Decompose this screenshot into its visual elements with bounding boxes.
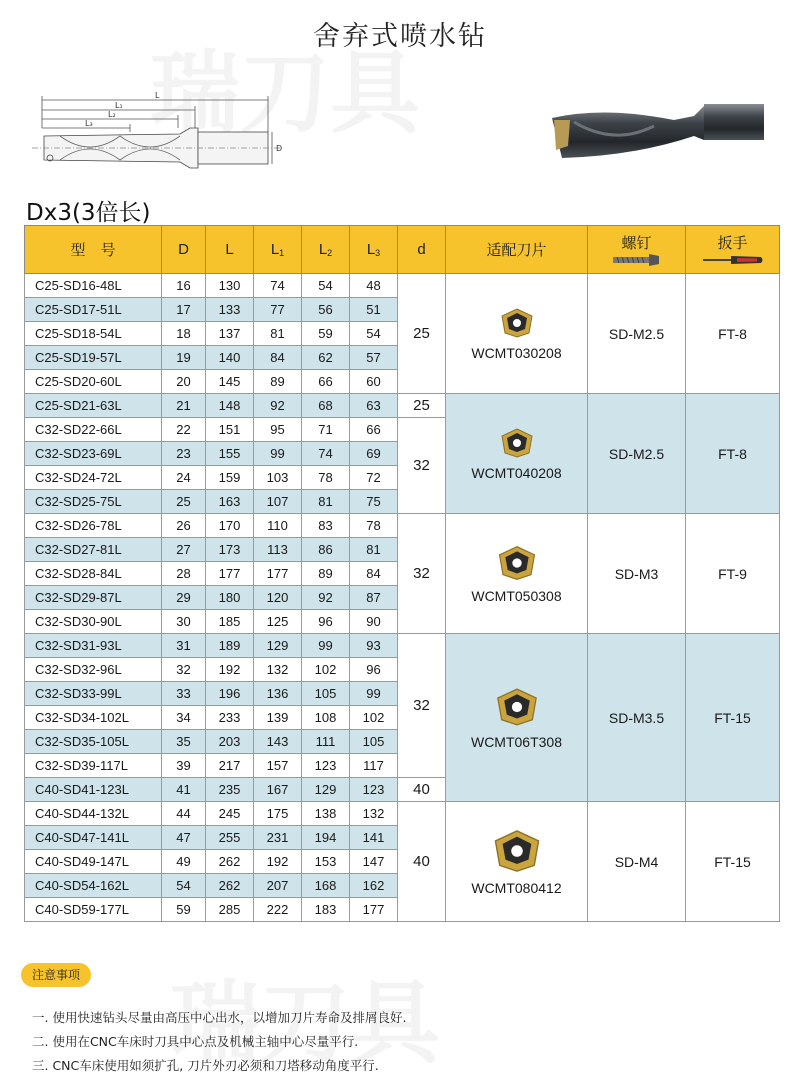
table-row: [25, 634, 780, 658]
col-L2: [302, 226, 350, 274]
cell-L: 148: [206, 394, 254, 418]
cell-L3: 90: [350, 610, 398, 634]
cell-L: 262: [206, 874, 254, 898]
cell-model: C25-SD16-48L: [25, 274, 162, 298]
cell-L2: 153: [302, 850, 350, 874]
cell-D: 59: [162, 898, 206, 922]
cell-model: C40-SD49-147L: [25, 850, 162, 874]
cell-L1: 177: [254, 562, 302, 586]
notes-badge: 注意事项: [21, 963, 91, 987]
cell-L1: 167: [254, 778, 302, 802]
cell-D: 27: [162, 538, 206, 562]
col-model: [25, 226, 162, 274]
col-wrench: [686, 226, 780, 274]
cell-L2: 71: [302, 418, 350, 442]
cell-D: 34: [162, 706, 206, 730]
cell-D: 24: [162, 466, 206, 490]
cell-L2: 74: [302, 442, 350, 466]
cell-L: 177: [206, 562, 254, 586]
cell-L3: 51: [350, 298, 398, 322]
cell-L2: 105: [302, 682, 350, 706]
cell-L: 255: [206, 826, 254, 850]
cell-L3: 96: [350, 658, 398, 682]
cell-D: 25: [162, 490, 206, 514]
cell-L3: 117: [350, 754, 398, 778]
note-item: 三. CNC车床使用如须扩孔, 刀片外刃必须和刀塔移动角度平行.: [32, 1058, 379, 1073]
cell-L1: 129: [254, 634, 302, 658]
cell-wrench: FT-9: [686, 514, 780, 634]
cell-L: 130: [206, 274, 254, 298]
cell-L1: 157: [254, 754, 302, 778]
cell-d: 25: [398, 274, 446, 394]
cell-L: 233: [206, 706, 254, 730]
label-D: D: [276, 144, 283, 153]
cell-L3: 93: [350, 634, 398, 658]
cell-wrench: FT-15: [686, 802, 780, 922]
insert-icon: [499, 427, 535, 459]
drill-product-photo: [544, 96, 768, 188]
cell-L1: 95: [254, 418, 302, 442]
insert-name: WCMT050308: [471, 587, 562, 604]
cell-model: C32-SD31-93L: [25, 634, 162, 658]
cell-L1: 110: [254, 514, 302, 538]
cell-L: 145: [206, 370, 254, 394]
cell-insert: [446, 634, 588, 802]
col-L3-sub: 3: [375, 248, 381, 258]
table-row: [25, 394, 780, 418]
cell-D: 54: [162, 874, 206, 898]
cell-L3: 75: [350, 490, 398, 514]
spec-table: [24, 225, 780, 922]
cell-L2: 102: [302, 658, 350, 682]
cell-model: C32-SD32-96L: [25, 658, 162, 682]
cell-insert: [446, 394, 588, 514]
cell-model: C32-SD23-69L: [25, 442, 162, 466]
cell-D: 33: [162, 682, 206, 706]
cell-D: 18: [162, 322, 206, 346]
cell-L: 133: [206, 298, 254, 322]
col-L3-label: L: [366, 241, 376, 258]
section-subtitle: Dx3(3倍长): [26, 200, 151, 226]
cell-model: C32-SD28-84L: [25, 562, 162, 586]
col-d: d: [398, 226, 446, 274]
cell-L1: 231: [254, 826, 302, 850]
cell-D: 20: [162, 370, 206, 394]
cell-L2: 59: [302, 322, 350, 346]
label-L3: L₃: [85, 119, 93, 128]
cell-model: C32-SD24-72L: [25, 466, 162, 490]
cell-L3: 99: [350, 682, 398, 706]
cell-D: 21: [162, 394, 206, 418]
cell-L1: 89: [254, 370, 302, 394]
note-item: 一. 使用快速钻头尽量由高压中心出水，以增加刀片寿命及排屑良好.: [32, 1010, 407, 1025]
cell-L: 155: [206, 442, 254, 466]
cell-L: 217: [206, 754, 254, 778]
drill-dimension-diagram: [30, 88, 292, 188]
cell-L: 159: [206, 466, 254, 490]
cell-L1: 103: [254, 466, 302, 490]
cell-L2: 83: [302, 514, 350, 538]
cell-L1: 125: [254, 610, 302, 634]
table-row: [25, 514, 780, 538]
cell-L2: 86: [302, 538, 350, 562]
insert-name: WCMT080412: [471, 879, 562, 896]
cell-D: 19: [162, 346, 206, 370]
cell-insert: [446, 274, 588, 394]
cell-L1: 113: [254, 538, 302, 562]
page-title: 舍弃式喷水钻: [313, 21, 487, 52]
cell-L2: 81: [302, 490, 350, 514]
cell-D: 39: [162, 754, 206, 778]
cell-L: 196: [206, 682, 254, 706]
cell-model: C40-SD54-162L: [25, 874, 162, 898]
cell-L: 235: [206, 778, 254, 802]
cell-L3: 132: [350, 802, 398, 826]
cell-d: 40: [398, 802, 446, 922]
cell-L: 151: [206, 418, 254, 442]
cell-L3: 84: [350, 562, 398, 586]
cell-L1: 222: [254, 898, 302, 922]
col-wrench-label: 扳手: [717, 235, 748, 252]
cell-model: C40-SD44-132L: [25, 802, 162, 826]
col-L1-sub: 1: [279, 248, 285, 258]
cell-D: 35: [162, 730, 206, 754]
cell-D: 28: [162, 562, 206, 586]
insert-name: WCMT040208: [471, 464, 562, 481]
cell-D: 17: [162, 298, 206, 322]
cell-D: 47: [162, 826, 206, 850]
note-item: 二. 使用在CNC车床时刀具中心点及机械主轴中心尽量平行.: [32, 1034, 359, 1049]
cell-model: C25-SD20-60L: [25, 370, 162, 394]
cell-L1: 207: [254, 874, 302, 898]
cell-L: 137: [206, 322, 254, 346]
cell-L2: 66: [302, 370, 350, 394]
cell-L: 185: [206, 610, 254, 634]
cell-L2: 129: [302, 778, 350, 802]
cell-L2: 168: [302, 874, 350, 898]
col-D: D: [162, 226, 206, 274]
cell-L: 173: [206, 538, 254, 562]
insert-icon: [499, 307, 535, 339]
cell-model: C32-SD26-78L: [25, 514, 162, 538]
col-screw: [588, 226, 686, 274]
cell-model: C32-SD35-105L: [25, 730, 162, 754]
col-L2-sub: 2: [327, 248, 333, 258]
cell-insert: [446, 802, 588, 922]
col-L: L: [206, 226, 254, 274]
cell-model: C32-SD30-90L: [25, 610, 162, 634]
cell-model: C40-SD41-123L: [25, 778, 162, 802]
cell-L3: 102: [350, 706, 398, 730]
cell-L2: 99: [302, 634, 350, 658]
cell-L2: 123: [302, 754, 350, 778]
cell-L3: 66: [350, 418, 398, 442]
cell-L3: 177: [350, 898, 398, 922]
cell-L2: 89: [302, 562, 350, 586]
cell-L: 189: [206, 634, 254, 658]
cell-L2: 54: [302, 274, 350, 298]
cell-d: 32: [398, 634, 446, 778]
cell-L2: 56: [302, 298, 350, 322]
cell-L3: 141: [350, 826, 398, 850]
cell-D: 30: [162, 610, 206, 634]
cell-L1: 139: [254, 706, 302, 730]
cell-screw: SD-M3.5: [588, 634, 686, 802]
cell-model: C32-SD34-102L: [25, 706, 162, 730]
cell-L3: 69: [350, 442, 398, 466]
cell-L3: 147: [350, 850, 398, 874]
label-L2: L₂: [108, 110, 116, 119]
cell-L1: 192: [254, 850, 302, 874]
cell-L: 163: [206, 490, 254, 514]
cell-L: 203: [206, 730, 254, 754]
label-L1: L₁: [115, 101, 123, 110]
cell-model: C40-SD47-141L: [25, 826, 162, 850]
cell-L2: 108: [302, 706, 350, 730]
cell-model: C32-SD39-117L: [25, 754, 162, 778]
insert-icon: [494, 686, 540, 728]
cell-L1: 143: [254, 730, 302, 754]
cell-model: C32-SD22-66L: [25, 418, 162, 442]
screw-icon: [611, 253, 663, 267]
col-model-label: 型 号: [70, 242, 116, 259]
cell-insert: [446, 514, 588, 634]
cell-screw: SD-M3: [588, 514, 686, 634]
cell-L3: 123: [350, 778, 398, 802]
label-L: L: [155, 91, 160, 100]
cell-D: 26: [162, 514, 206, 538]
cell-L3: 105: [350, 730, 398, 754]
cell-model: C25-SD19-57L: [25, 346, 162, 370]
cell-D: 22: [162, 418, 206, 442]
cell-L3: 87: [350, 586, 398, 610]
cell-L2: 183: [302, 898, 350, 922]
col-screw-label: 螺钉: [621, 235, 652, 252]
cell-screw: SD-M2.5: [588, 394, 686, 514]
cell-L1: 99: [254, 442, 302, 466]
cell-D: 16: [162, 274, 206, 298]
cell-L: 262: [206, 850, 254, 874]
cell-L3: 63: [350, 394, 398, 418]
cell-L1: 92: [254, 394, 302, 418]
cell-L2: 194: [302, 826, 350, 850]
cell-d: 40: [398, 778, 446, 802]
table-row: [25, 274, 780, 298]
cell-L2: 111: [302, 730, 350, 754]
cell-model: C32-SD25-75L: [25, 490, 162, 514]
cell-model: C25-SD18-54L: [25, 322, 162, 346]
cell-wrench: FT-15: [686, 634, 780, 802]
cell-model: C32-SD29-87L: [25, 586, 162, 610]
cell-L3: 162: [350, 874, 398, 898]
cell-screw: SD-M2.5: [588, 274, 686, 394]
cell-L2: 92: [302, 586, 350, 610]
cell-L1: 136: [254, 682, 302, 706]
cell-L: 285: [206, 898, 254, 922]
insert-name: WCMT030208: [471, 344, 562, 361]
cell-model: C25-SD21-63L: [25, 394, 162, 418]
cell-L: 170: [206, 514, 254, 538]
cell-model: C32-SD33-99L: [25, 682, 162, 706]
cell-L1: 175: [254, 802, 302, 826]
cell-wrench: FT-8: [686, 394, 780, 514]
insert-name: WCMT06T308: [470, 733, 563, 750]
cell-L3: 81: [350, 538, 398, 562]
cell-model: C32-SD27-81L: [25, 538, 162, 562]
cell-D: 29: [162, 586, 206, 610]
cell-wrench: FT-8: [686, 274, 780, 394]
cell-L1: 77: [254, 298, 302, 322]
cell-L: 245: [206, 802, 254, 826]
cell-D: 23: [162, 442, 206, 466]
cell-L: 140: [206, 346, 254, 370]
col-L3: [350, 226, 398, 274]
cell-d: 32: [398, 514, 446, 634]
cell-model: C40-SD59-177L: [25, 898, 162, 922]
cell-d: 32: [398, 418, 446, 514]
cell-L1: 84: [254, 346, 302, 370]
insert-icon: [496, 544, 538, 582]
insert-icon: [491, 828, 543, 874]
cell-L3: 72: [350, 466, 398, 490]
table-row: [25, 802, 780, 826]
cell-D: 41: [162, 778, 206, 802]
cell-L2: 68: [302, 394, 350, 418]
cell-L2: 138: [302, 802, 350, 826]
cell-L3: 54: [350, 322, 398, 346]
cell-L1: 132: [254, 658, 302, 682]
cell-L3: 48: [350, 274, 398, 298]
cell-L3: 60: [350, 370, 398, 394]
cell-L1: 74: [254, 274, 302, 298]
wrench-icon: [701, 253, 765, 267]
col-L1-label: L: [270, 241, 280, 258]
cell-D: 31: [162, 634, 206, 658]
cell-L2: 96: [302, 610, 350, 634]
cell-L1: 107: [254, 490, 302, 514]
cell-screw: SD-M4: [588, 802, 686, 922]
col-L2-label: L: [318, 241, 328, 258]
cell-D: 49: [162, 850, 206, 874]
cell-L1: 81: [254, 322, 302, 346]
col-insert: 适配刀片: [446, 226, 588, 274]
cell-L: 180: [206, 586, 254, 610]
cell-L3: 78: [350, 514, 398, 538]
cell-L1: 120: [254, 586, 302, 610]
cell-d: 25: [398, 394, 446, 418]
cell-D: 32: [162, 658, 206, 682]
cell-L2: 78: [302, 466, 350, 490]
col-L1: [254, 226, 302, 274]
cell-L3: 57: [350, 346, 398, 370]
cell-model: C25-SD17-51L: [25, 298, 162, 322]
cell-L: 192: [206, 658, 254, 682]
cell-L2: 62: [302, 346, 350, 370]
cell-D: 44: [162, 802, 206, 826]
